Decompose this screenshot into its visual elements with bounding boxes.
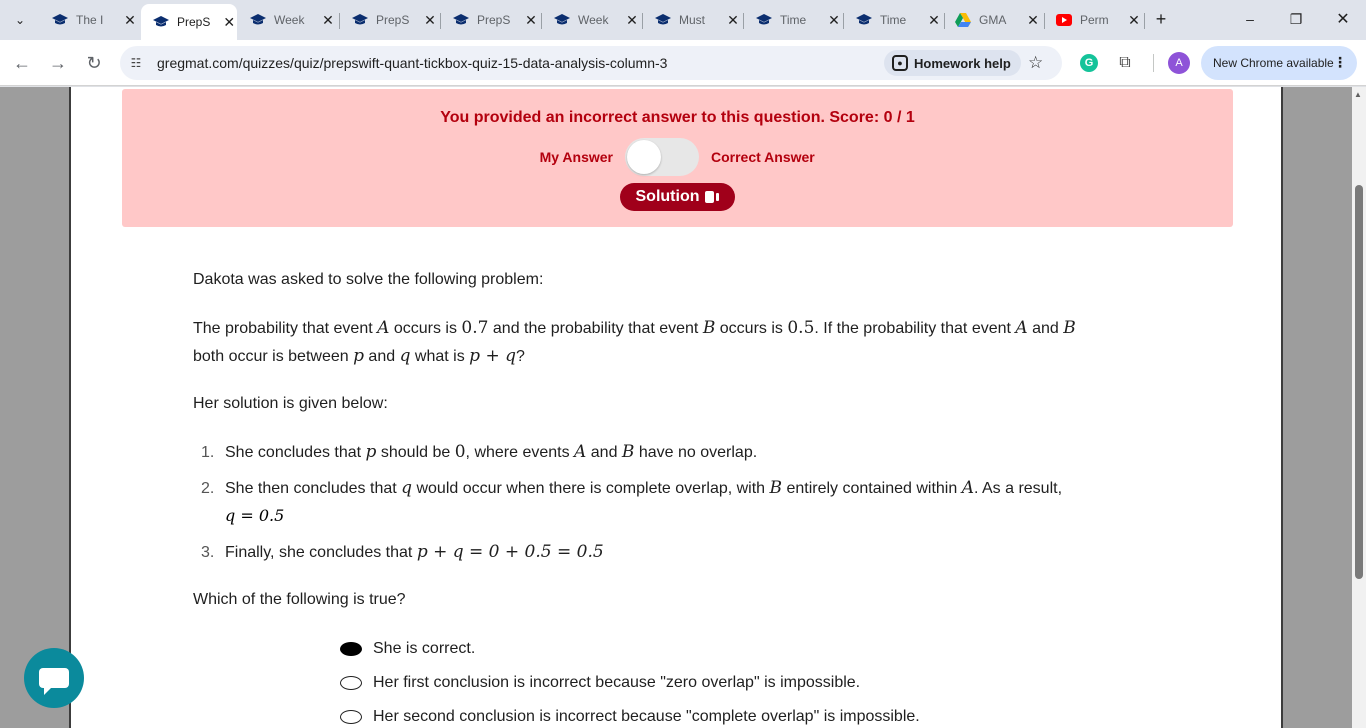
chat-widget-button[interactable]: [24, 648, 84, 708]
tab-7[interactable]: Must ✕: [643, 6, 741, 34]
tab-strip: [0, 0, 1366, 40]
solution-step-1: 1. She concludes that p should be 0, where events A and B have no overlap.: [201, 442, 758, 462]
tab-separator: [1144, 13, 1145, 29]
arrow-right-icon: →: [49, 52, 67, 73]
new-tab-button[interactable]: [1150, 8, 1172, 30]
extensions-button[interactable]: [1114, 52, 1136, 74]
tab-3[interactable]: Week ✕: [238, 6, 336, 34]
tab-11[interactable]: Perm ✕: [1044, 6, 1142, 34]
graduation-cap-icon: [453, 12, 469, 28]
forward-button[interactable]: [46, 51, 70, 75]
graduation-cap-icon: [756, 12, 772, 28]
solution-step-3: 3. Finally, she concludes that p + q = 0 + 0.5 = 0.5: [201, 542, 604, 562]
radio-unselected[interactable]: [340, 710, 362, 724]
tab-5[interactable]: PrepS ✕: [441, 6, 539, 34]
graduation-cap-icon: [655, 12, 671, 28]
close-icon[interactable]: ✕: [928, 11, 940, 28]
quiz-content: [69, 87, 1283, 728]
answer-choice-1[interactable]: [340, 637, 475, 661]
restore-icon: ❐: [1289, 10, 1303, 27]
answer-toggle-switch[interactable]: [625, 138, 699, 176]
bookmark-star-icon[interactable]: ☆: [1028, 53, 1044, 72]
solution-intro: Her solution is given below:: [193, 395, 388, 412]
problem-statement-line-1: The probability that event A occurs is 0.7 and the probability that event B occurs is 0.5. If the probability that event A and B: [193, 318, 1076, 338]
tab-9[interactable]: Time ✕: [844, 6, 942, 34]
tab-8[interactable]: Time ✕: [744, 6, 842, 34]
homework-help-button[interactable]: [884, 50, 1021, 76]
graduation-cap-icon: [554, 12, 570, 28]
graduation-cap-icon: [52, 12, 68, 28]
solution-step-2-result: q = 0.5: [225, 506, 285, 525]
correct-answer-label: Correct Answer: [711, 149, 815, 165]
tab-2[interactable]: PrepS ✕: [141, 4, 237, 40]
answer-choice-text: Her second conclusion is incorrect because "complete overlap" is impossible.: [373, 708, 920, 725]
youtube-icon: [1056, 12, 1072, 28]
answer-choice-text: Her first conclusion is incorrect because "zero overlap" is impossible.: [373, 674, 861, 691]
close-icon: ✕: [1336, 11, 1350, 28]
answer-choice-3[interactable]: [340, 705, 920, 728]
radio-selected[interactable]: [340, 642, 362, 656]
toolbar-divider: [1153, 54, 1154, 72]
homework-help-label: Homework help: [914, 55, 1011, 71]
graduation-cap-icon: [352, 12, 368, 28]
question-prompt: Which of the following is true?: [193, 591, 406, 608]
close-window-button[interactable]: [1332, 8, 1354, 30]
radio-unselected[interactable]: [340, 676, 362, 690]
url-text[interactable]: gregmat.com/quizzes/quiz/prepswift-quant-tickbox-quiz-15-data-analysis-column-3: [157, 55, 668, 71]
tab-search-button[interactable]: [8, 8, 32, 32]
tab-1[interactable]: The I ✕: [40, 6, 138, 34]
address-bar[interactable]: [120, 46, 1062, 80]
toggle-knob: [627, 140, 661, 174]
puzzle-icon: ⧉: [1119, 54, 1131, 71]
new-chrome-label: New Chrome available: [1213, 56, 1334, 70]
chat-bubble-icon: [39, 668, 69, 688]
incorrect-answer-alert: [122, 89, 1233, 227]
restore-button[interactable]: [1285, 8, 1307, 30]
tab-6[interactable]: Week ✕: [542, 6, 640, 34]
close-icon[interactable]: ✕: [828, 11, 840, 28]
answer-choice-2[interactable]: [340, 671, 860, 695]
page-scrollbar[interactable]: [1352, 87, 1366, 728]
solution-step-2: 2. She then concludes that q would occur when there is complete overlap, with B entirely contained within A. As a result,: [201, 478, 1063, 498]
graduation-cap-icon: [856, 12, 872, 28]
question-intro: Dakota was asked to solve the following problem:: [193, 271, 544, 288]
minimize-button[interactable]: [1239, 8, 1261, 30]
close-icon[interactable]: ✕: [727, 11, 739, 28]
grammarly-extension-button[interactable]: [1078, 52, 1100, 74]
lens-icon: ●: [892, 55, 908, 71]
kebab-menu-icon[interactable]: ⋮: [1333, 54, 1347, 70]
solution-button[interactable]: [620, 183, 735, 211]
close-icon[interactable]: ✕: [1128, 11, 1140, 28]
reload-icon: ↻: [86, 52, 102, 73]
back-button[interactable]: [10, 51, 34, 75]
close-icon[interactable]: ✕: [223, 13, 236, 30]
close-icon[interactable]: ✕: [424, 11, 436, 28]
solution-label: Solution: [635, 188, 700, 205]
tab-4[interactable]: PrepS ✕: [340, 6, 438, 34]
answer-choice-text: She is correct.: [373, 640, 476, 657]
profile-avatar[interactable]: A: [1168, 52, 1190, 74]
graduation-cap-icon: [250, 12, 266, 28]
browser-toolbar: [0, 40, 1366, 86]
close-icon[interactable]: ✕: [124, 11, 136, 28]
graduation-cap-icon: [153, 14, 169, 30]
video-camera-icon: [705, 191, 719, 203]
site-settings-icon[interactable]: ☷: [130, 56, 142, 70]
problem-statement-line-2: both occur is between p and q what is p + q?: [193, 346, 525, 366]
page-viewport: [0, 87, 1352, 728]
chevron-down-icon: ⌄: [14, 13, 26, 27]
plus-icon: +: [1155, 8, 1167, 29]
close-icon[interactable]: ✕: [1027, 11, 1039, 28]
scrollbar-thumb[interactable]: [1355, 185, 1363, 579]
answer-toggle-row: [122, 138, 1233, 178]
close-icon[interactable]: ✕: [626, 11, 638, 28]
scroll-up-arrow-icon[interactable]: ▲: [1354, 90, 1362, 99]
reload-button[interactable]: [82, 51, 106, 75]
arrow-left-icon: ←: [13, 52, 31, 73]
my-answer-label: My Answer: [539, 149, 613, 165]
tab-10[interactable]: GMA ✕: [943, 6, 1041, 34]
new-chrome-available-button[interactable]: [1201, 46, 1357, 80]
close-icon[interactable]: ✕: [322, 11, 334, 28]
score-message: You provided an incorrect answer to this question. Score: 0 / 1: [440, 109, 915, 126]
minimize-icon: –: [1246, 11, 1254, 27]
close-icon[interactable]: ✕: [525, 11, 537, 28]
grammarly-icon: G: [1080, 54, 1098, 72]
google-drive-icon: [955, 12, 971, 28]
